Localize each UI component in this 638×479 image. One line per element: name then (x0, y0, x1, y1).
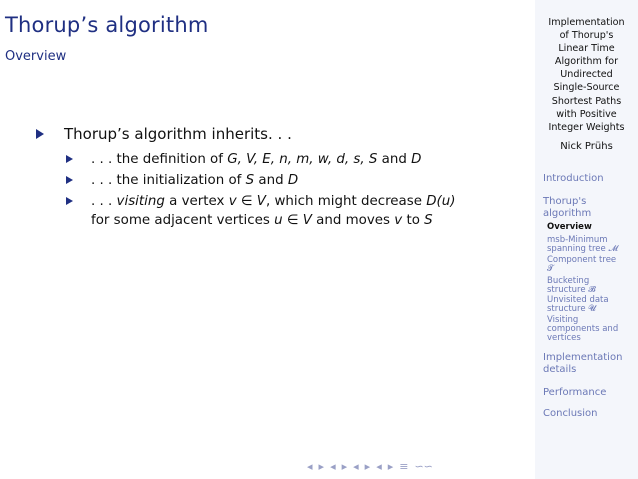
toc-subsection-label: components and (547, 324, 619, 334)
title-line: with Positive (556, 108, 617, 120)
nav-next-subsection-icon[interactable]: ▸ (341, 459, 348, 473)
nav-toc-icon[interactable]: ≡ (399, 459, 409, 473)
toc-section-implementation-details[interactable] (543, 352, 622, 376)
sub-bullet-text: a vertex (164, 194, 229, 209)
toc-subsection-label: Unvisited data (547, 295, 609, 305)
title-line: Algorithm for (554, 56, 619, 68)
sub-bullet-item (66, 150, 526, 169)
toc-subsection-label: Component tree (547, 255, 617, 265)
toc-section-introduction[interactable]: Introduction (543, 173, 604, 184)
nav-search-back-icon[interactable]: ∽∽ (414, 459, 433, 473)
math-text: u ∈ V (274, 213, 312, 228)
triangle-bullet-icon (66, 197, 73, 205)
nav-prev-frame-icon[interactable]: ◂ (307, 459, 313, 473)
nav-prev-section-icon[interactable]: ◂ (353, 459, 359, 473)
toc-section-label: Implementation (543, 352, 623, 363)
triangle-bullet-icon (66, 176, 73, 184)
sub-bullet-text: and (377, 152, 412, 167)
math-text: S (424, 213, 433, 228)
slide-content (36, 124, 526, 232)
bullet-item (36, 124, 526, 144)
math-text: S (245, 173, 255, 188)
beamer-navigation-bar (307, 459, 537, 473)
emphasis-text: visiting (116, 194, 165, 209)
toc-section-conclusion[interactable]: Conclusion (543, 408, 598, 419)
sub-bullet-text: and (254, 173, 288, 188)
toc-subsection-label: Visiting (547, 315, 579, 325)
toc-section-performance[interactable]: Performance (543, 387, 607, 398)
title-line: Linear Time (558, 43, 615, 55)
toc-subsection-label: vertices (547, 333, 581, 343)
title-line: Implementation (548, 17, 625, 28)
sub-bullet-text: . . . the definition of (91, 152, 228, 167)
toc-subsection-label: structure 𝓑 (547, 285, 596, 295)
bullet-text: Thorup’s algorithm inherits. . . (64, 125, 292, 143)
triangle-bullet-icon (36, 129, 44, 139)
title-line: Undirected (560, 69, 613, 81)
toc-subsection-label: msb-Minimum (547, 235, 608, 245)
nav-prev-subsection-icon[interactable]: ◂ (330, 459, 336, 473)
sub-bullet-text: , which might decrease (265, 194, 427, 209)
math-text: v (394, 213, 403, 228)
toc-section-thorups-algorithm[interactable] (543, 196, 591, 220)
toc-subsection-label: 𝓣 (547, 264, 554, 274)
title-line: Shortest Paths (551, 95, 622, 107)
nav-prev-slide-icon[interactable]: ◂ (376, 459, 382, 473)
title-line: Integer Weights (548, 121, 625, 133)
sub-bullet-list (36, 150, 526, 230)
title-line: of Thorup's (559, 30, 614, 42)
toc-section-label: details (543, 364, 577, 375)
math-text: G, V, E, n, m, w, d, s, S (227, 152, 378, 167)
sub-bullet-text: . . . the initialization of (91, 173, 246, 188)
frame-subtitle: Overview (5, 49, 67, 64)
math-text: D (411, 152, 422, 167)
math-text: v ∈ V (228, 194, 266, 209)
toc-subsection-label: structure 𝓤 (547, 304, 596, 314)
math-text: D(u) (426, 194, 456, 209)
sidebar-toc (535, 0, 638, 479)
sub-bullet-text: . . . (91, 194, 117, 209)
toc-subsection-unvisited-data-structure[interactable] (547, 296, 635, 314)
presentation-title[interactable] (539, 16, 634, 134)
toc-subsection-visiting-components-and-vertices[interactable] (547, 316, 635, 343)
sub-bullet-item (66, 192, 526, 230)
toc-subsection-bucketing-structure[interactable] (547, 277, 635, 295)
math-text: D (287, 173, 299, 188)
toc-subsection-label: spanning tree 𝓜 (547, 244, 618, 254)
toc-subsection-component-tree[interactable] (547, 256, 635, 274)
nav-next-slide-icon[interactable]: ▸ (387, 459, 394, 473)
toc-section-label: Thorup's (543, 196, 587, 207)
nav-next-frame-icon[interactable]: ▸ (318, 459, 325, 473)
sub-bullet-item (66, 171, 526, 190)
frame-title: Thorup’s algorithm (5, 13, 209, 37)
sub-bullet-text: to (402, 213, 425, 228)
title-line: Single-Source (553, 82, 620, 94)
toc-subsection-msb-minimum-spanning-tree[interactable] (547, 236, 635, 254)
triangle-bullet-icon (66, 155, 73, 163)
author-name: Nick Prühs (560, 141, 613, 152)
toc-subsection-label: Bucketing (547, 276, 590, 286)
sub-bullet-text: and moves (311, 213, 395, 228)
toc-subsection-overview[interactable]: Overview (547, 222, 592, 232)
toc-section-label: algorithm (543, 208, 592, 219)
sub-bullet-text: for some adjacent vertices (91, 213, 275, 228)
nav-next-section-icon[interactable]: ▸ (364, 459, 371, 473)
